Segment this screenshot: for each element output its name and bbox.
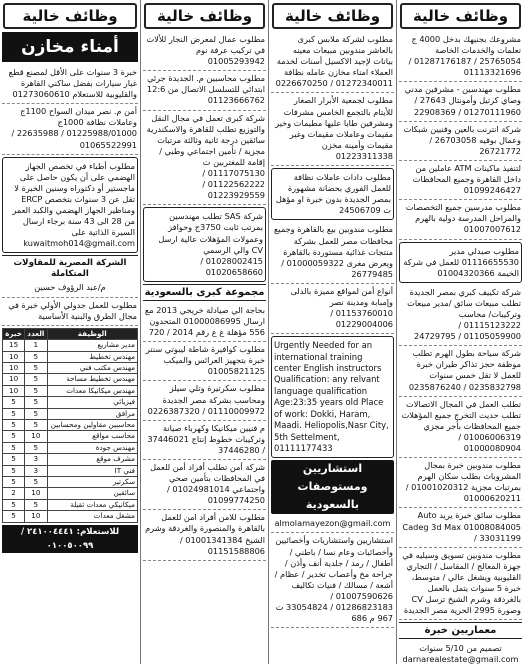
table-row bbox=[3, 408, 138, 419]
contact-phone: للاستعلام: ٢٤١٠٠٤٤٤١ / ٠١٠٠٥٠٠٩٩ bbox=[2, 525, 138, 553]
jobs-table bbox=[2, 328, 138, 523]
table-cell: 5 bbox=[25, 499, 47, 510]
table-cell: 5 bbox=[3, 431, 25, 442]
table-header: العدد bbox=[25, 328, 47, 339]
classified-ad: مطلوب عمال لمعرض النجار للألات في تركيب عرفة نوم 01005293942 bbox=[143, 32, 266, 71]
table-row bbox=[3, 351, 138, 362]
table-cell: مهندس جودة bbox=[47, 442, 137, 453]
table-cell: محاسبين مقاولين ومحسابين bbox=[47, 419, 137, 430]
table-row bbox=[3, 340, 138, 351]
table-cell: 5 bbox=[3, 511, 25, 522]
table-cell: 10 bbox=[3, 351, 25, 362]
ad-heading: معماريين خبرة bbox=[399, 622, 522, 639]
classified-ad: أنواع أمن لمواقع مميزة بالدلى وإمبابة ومدينة نصر 01153760010 / 01229004006 bbox=[271, 284, 394, 334]
classified-ad: مطلوب لشركة ملابس كبرى بالعاشر مندوبين مبيعات معينه بيانات لإجيد الاكسيل أسنات لخدمة العملاء امناء مخازن عامله نظافة 01272340011 / 0226670250 bbox=[271, 32, 394, 93]
classified-ad: تطلب العمل في المجال الاتصالات تطلب حديث التخرج جميع المؤهلات جميع المحافظات بأجر مجزي 01006006319 / 01000080904 bbox=[399, 397, 522, 458]
email-address: almolamayezon@gmail.com bbox=[271, 516, 394, 533]
table-row bbox=[3, 419, 138, 430]
company-subtitle: م/عبد الرؤوف حسين bbox=[2, 280, 138, 297]
table-cell: 1 bbox=[25, 340, 47, 351]
table-cell: 5 bbox=[3, 454, 25, 465]
classified-ad: شركة كبرى تعمل في مجال النقل والتوزيع تطلب للقاهرة والاسكندرية سائقين درجة ثانية وثالثة مرتبات مجزية / تأمين اجتماعي وطبي / إقامة للمغتربين ت 01117075130 / 01122562222 / 01223929559 bbox=[143, 111, 266, 206]
table-row bbox=[3, 488, 138, 499]
table-cell: مدير مشاريع bbox=[47, 340, 137, 351]
classified-ad: مطلوب مدرسين جميع التخصصات والمراحل المدرسة دولية بالهرم 01007007612 bbox=[399, 200, 522, 239]
table-cell: 5 bbox=[25, 408, 47, 419]
classified-ad: استشاريين واستشاريات وأخصائيين وأخصائيات وعام نسا / باطني / أطفال / رمد / جلدية أنف وأذن / جراحة مخ وأعصاب تخدير / عظام / أشعة / مسالك / فنيات تكاليف 01007590626 / 01286823183 / 33054824 ت 967 م 686 bbox=[271, 533, 394, 628]
classified-ad: مطلوب سكرتيرة وتلي سيلز ومحاسب بشركة مصر الجديدة 01110009972 / 0226387320 bbox=[143, 381, 266, 420]
table-cell: 10 bbox=[3, 362, 25, 373]
table-cell: 5 bbox=[3, 408, 25, 419]
table-cell: مهندس ميكانيكا معدات bbox=[47, 385, 137, 396]
table-cell: مرافق bbox=[47, 408, 137, 419]
table-cell: 3 bbox=[25, 465, 47, 476]
classified-ad: مطلوب للامن أفراد امن للعمل بالقاهرة والمنصورة والغردقة وشرم الشيخ 01001341384 / 01151588806 bbox=[143, 510, 266, 560]
jobs-table-body bbox=[3, 340, 138, 523]
table-cell: مهندس تخطيط مساحة bbox=[47, 374, 137, 385]
column-2 bbox=[268, 0, 396, 664]
table-cell: فني IT bbox=[47, 465, 137, 476]
table-cell: 10 bbox=[25, 511, 47, 522]
table-cell: مهندس تخطيط bbox=[47, 351, 137, 362]
english-ad: Urgently Needed for an international training center English instructors Qualification: any relvant language qualification Age:23:35 years old Place of work: Dokki, Haram, Maadi. Heliopolis,Nasr City, 5th Settelment, 01111177433 bbox=[271, 336, 394, 458]
table-cell: 5 bbox=[25, 476, 47, 487]
table-cell: سكرتير bbox=[47, 476, 137, 487]
table-cell: 5 bbox=[25, 385, 47, 396]
classified-ad: مطلوب سائق خبرة يريد Auto Cadeg 3d Max 01008084005 / 33031199 bbox=[399, 508, 522, 547]
column-banner: وظائف خالية bbox=[400, 3, 521, 29]
classified-ad: أمن م. نصر ميدان السواح 1100ج وعاملات نظافة 1000ج 01225988/01000 / 22635988 / 01065522991 bbox=[2, 104, 138, 154]
table-cell: 10 bbox=[3, 374, 25, 385]
table-header: الوظيفة bbox=[47, 328, 137, 339]
table-cell: ميكانيكي معدات ثقيلة bbox=[47, 499, 137, 510]
classified-ad: مطلوب مندوبين بيع بالقاهرة وجميع محافظات مصر للعمل بشركة منتجات غذائية مستوردة بالقاهرة ويعرض مغرى 01000059322 / 26779485 bbox=[271, 222, 394, 283]
table-cell: 5 bbox=[3, 465, 25, 476]
table-header: خبرة bbox=[3, 328, 25, 339]
classified-ad: شركة أمن تطلب أفراد أمن للعمل في المحافظات بتأمين صحي واجتماعي 01024981014 / 01099774250 bbox=[143, 460, 266, 510]
table-cell: مشرف موقع bbox=[47, 454, 137, 465]
table-row bbox=[3, 397, 138, 408]
classified-ad: شركة SAS تطلب مهندسين بمرتب ثابت 3750ج وحوافز وعمولات المؤهلات عالية ارسل CV والي الرسمي 01028002415 / 01020658660 bbox=[143, 207, 266, 282]
table-cell: 5 bbox=[25, 419, 47, 430]
table-row bbox=[3, 465, 138, 476]
classified-ad: مطلوب لجمعية الأبرار الصغار للأيتام بالتجمع الخامس مشرفات ومشرفين طابا عليها مطيمات وخير مقيمات وعاملات مقيمات وغير مقيمات وأمينة مخزن 01223311338 bbox=[271, 93, 394, 166]
table-row bbox=[3, 511, 138, 522]
column-1 bbox=[396, 0, 524, 664]
table-cell: 3 bbox=[25, 454, 47, 465]
table-row bbox=[3, 442, 138, 453]
classified-ad: مطلوب مهندسين - مشرفين مدني وصاي كرتيل وأمونتال 27643 / 01270111960 / 22908369 bbox=[399, 82, 522, 121]
table-cell: 5 bbox=[25, 442, 47, 453]
classified-ad: شركة سياحة بطول الهرم تطلب موظفة حجز تذاكر طيران خبرة للعمل لا تقل خمس سنوات 0235832798 / 0235876240 bbox=[399, 346, 522, 396]
table-header-row bbox=[3, 328, 138, 339]
table-cell: 15 bbox=[3, 340, 25, 351]
table-row bbox=[3, 454, 138, 465]
table-cell: 5 bbox=[3, 476, 25, 487]
table-cell: 5 bbox=[25, 351, 47, 362]
ad-heading: استشاريين ومستوصفات بالسعودية bbox=[271, 460, 394, 514]
classified-ad: م فنيين ميكانيكا وكهرباء صيانة وتركيبات خطوط إنتاج 37446021 / 37446280 bbox=[143, 421, 266, 460]
column-4 bbox=[0, 0, 140, 664]
table-row bbox=[3, 374, 138, 385]
classified-ad: مطلوب صيدلي مدير 01116655530 للعمل في شركة الخيمة 01004320366 bbox=[399, 242, 522, 283]
classified-ad: مطلوب مندوبين تسويق وسيليه في جهزة المعالج / المقاسل / التجاري القليوبية ويشغل عالي / متوسط، خبرة 5 سنوات يتمل بالعمل بالغردقة وشرم الشيخ ترسل CV وصورة 2995 الحرية مصر الجديدة bbox=[399, 548, 522, 621]
classified-ad: بحاجة الي صيادلة خريجي 2013 مع ارسال 01000086995 المتحدون 556 مؤهلة ع ع رقم 2014 / 720 bbox=[143, 303, 266, 342]
column-3 bbox=[140, 0, 268, 664]
table-cell: 5 bbox=[25, 374, 47, 385]
ad-heading: مجموعة كبرى بالسعودية bbox=[143, 284, 266, 301]
column-banner: وظائف خالية bbox=[272, 3, 393, 29]
table-cell: مشغل معدات bbox=[47, 511, 137, 522]
company-title: الشركة المصرية للمقاولات المتكاملة bbox=[2, 255, 138, 280]
table-cell: 10 bbox=[25, 488, 47, 499]
company-description: مطلوب للعمل جدولي الأولي خبرة في مجال الطرق والبنية الأساسية bbox=[2, 298, 138, 326]
table-cell: سائقين bbox=[47, 488, 137, 499]
table-cell: 10 bbox=[25, 431, 47, 442]
classified-ad: شركة انترنت بالعين وفنيين شبكات وعمال بوفيه 26703058 / 26721772 bbox=[399, 122, 522, 161]
classified-ad: لتنفيذ ماكينات ATM عاملين من داخل القاهرة وجميع المحافظات 01099246427 bbox=[399, 161, 522, 200]
table-row bbox=[3, 431, 138, 442]
ad-title: أمناء مخازن bbox=[2, 32, 138, 62]
table-cell: 5 bbox=[3, 397, 25, 408]
table-cell: محاسب مواقع bbox=[47, 431, 137, 442]
table-row bbox=[3, 362, 138, 373]
table-cell: 10 bbox=[3, 385, 25, 396]
table-cell: 5 bbox=[3, 442, 25, 453]
classified-ad: مطلوب دادات عاملات نظافة للعمل الفوري بحضانة مشهورة بمصر الجديدة بدون خبرة او مؤهل ت 24506709 bbox=[271, 168, 394, 220]
table-cell: فيزيائي bbox=[47, 397, 137, 408]
table-cell: 5 bbox=[3, 419, 25, 430]
table-cell: 5 bbox=[25, 362, 47, 373]
table-row bbox=[3, 385, 138, 396]
table-cell: 5 bbox=[3, 499, 25, 510]
column-banner: وظائف خالية bbox=[144, 3, 265, 29]
table-cell: 2 bbox=[3, 488, 25, 499]
classified-ad: مشروعك بجنيهك بدخل 4000 ج تعلمات والخدمات الخاصة 25765054 / 01287176187 / 01113321696 bbox=[399, 32, 522, 82]
classified-ad: تصميم من 5/10 سنوات darnarealestate@gmail.com bbox=[399, 641, 522, 664]
classified-ad: شركة تكييف كبري بمصر الجديدة تطلب مبيعات سائق /مدير مبيعات وتركيبات/ محاسب 01115123222 / 01105059900 / 24729795 bbox=[399, 285, 522, 346]
classified-ad: مطلوب محاسبين م. الجديدة جرئي ابتدائي للتسلسل الاتصال من 12:6 01123666762 bbox=[143, 71, 266, 110]
classified-ad: مطلوب مندوبين خبرة بمجال المشروبات بطلب سكان الهرم بمرتبات مجزية 01001020312 / 01000620211 bbox=[399, 458, 522, 508]
table-row bbox=[3, 499, 138, 510]
table-cell: 5 bbox=[25, 397, 47, 408]
classified-ad: خبرة 3 سنوات على الأقل لمصنع قطع غيار سيارات بفضل ساكني القاهرة والقليوبية للاستعلام 01273060610 bbox=[2, 65, 138, 104]
table-cell: مهندس مكتب فني bbox=[47, 362, 137, 373]
classified-ad: مطلوب أطباء في تخصص الجهاز الهضمي على أن يكون حاصل على ماجستير أو دكتوراه وسنين الخبرة لا تقل عن 3 سنوات بتخصص ERCP ومناظير الجهاز الهضمي والكبد العمر من 28 الى 43 سنة برجاء ارسال السيرة الذاتية على kuwaitmoh014@gmail.com bbox=[2, 157, 138, 254]
classified-ad: مطلوب كوافيرة شاطة ليبوتي سنتر خبرة بتجهيز العرائس والميكب 01005821125 bbox=[143, 342, 266, 381]
column-banner: وظائف خالية bbox=[3, 3, 137, 29]
table-row bbox=[3, 476, 138, 487]
